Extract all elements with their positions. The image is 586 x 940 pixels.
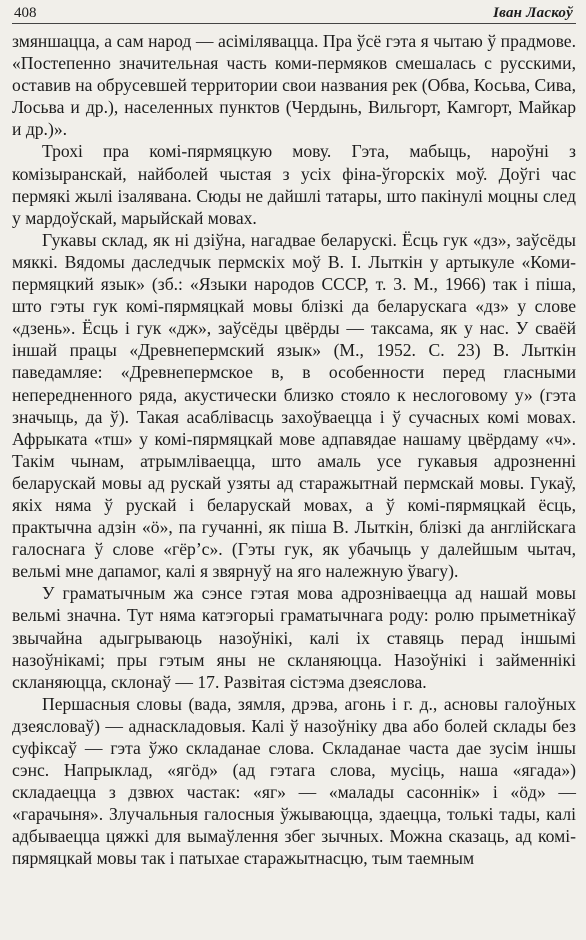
paragraph: Першасныя словы (вада, зямля, дрэва, агонь і г. д., асновы галоўных дзеясловаў) — аднаскладовыя. Калі ў назоўніку два або болей склады без суфіксаў — гэта ўжо складанае слова. Складанае часта дае зусім іншы сэнс. Напрыклад, «ягöд» (ад гэтага слова, мусіць, наша «ягада») складаецца з дзвюх частак: «яг» — «малады сасоннік» і «öд» — «гарачыня». Злучальныя галосныя ўжываюцца, здаецца, толькі тады, калі адбываецца цяжкі для вымаўлення збег зычных. Можна сказаць, ад комі-пярмяцкай мовы так і патыхае старажытнасцю, тым таемным [12, 693, 576, 869]
running-head [12, 0, 576, 24]
running-title: Іван Ласкоў [493, 5, 573, 21]
paragraph: Трохі пра комі-пярмяцкую мову. Гэта, мабыць, нароўні з комізыранскай, найболей чыстая з усіх фіна-ўгорскіх моў. Доўгі час пермякі жылі ізалявана. Сюды не дайшлі татары, што пакінулі моцны след у мардоўскай, марыйскай мовах. [12, 141, 576, 228]
paragraph: змяншацца, а сам народ — асімілявацца. Пра ўсё гэта я чытаю ў прадмове. «Постепенно значительная часть коми-пермяков смешалась с русскими, оставив на обрусевшей территории свои названия рек (Обва, Косьва, Сива, Лосьва и др.), населенных пунктов (Чердынь, Вильгорт, Камгорт, Майкар и др.)». [12, 31, 576, 140]
paragraph: У граматычным жа сэнсе гэтая мова адрозніваецца ад нашай мовы вельмі значна. Тут няма катэгорыі граматычнага роду: ролю прыметнікаў звычайна адыгрываюць назоўнікі, калі іх ставяць перад іншымі назоўнікамі; пры гэтым яны не скланяюцца. Назоўнікі і займеннікі скланяюцца, склонаў — 17. Развітая сістэма дзеяслова. [12, 583, 576, 692]
page-number: 408 [14, 5, 37, 21]
body-text [12, 30, 576, 870]
paragraph: Гукавы склад, як ні дзіўна, нагадвае беларускі. Ёсць гук «дз», заўсёды мяккі. Вядомы даследчык пермскіх моў В. І. Лыткін у артыкуле «Коми-пермяцкий язык» (зб.: «Языки народов СССР, т. 3. М., 1966) так і піша, што гэты гук комі-пярмяцкай мовы блізкі да беларускага «дз» у слове «дзень». Ёсць і гук «дж», заўсёды цвёрды — таксама, як у нас. У сваёй іншай працы «Древнепермский язык» (М., 1952. С. 23) В. Лыткін паведамляе: «Древнепермское в, в особенности перед гласными непередненного ряда, акустически близко стояло к неслоговому у» (гэта значыць, да ў). Такая асаблівасць захоўваецца і ў сучасных комі мовах. Афрыката «тш» у комі-пярмяцкай мове адпавядае нашаму цвёрдаму «ч». Такім чынам, атрымліваецца, што амаль усе гукавыя адрозненні беларускай мовы ад рускай узяты ад старажытнай пермскай мовы. Гукаў, якіх няма ў рускай і беларускай мовах, а ў комі-пярмяцкай ёсць, практычна адзін «ö», па гучанні, як піша В. Лыткін, блізкі да англійскага галоснага ў слове «гёр’с». (Гэты гук, як убачыць у далейшым чытач, вельмі мне дапамог, калі я звярнуў на яго належную ўвагу). [12, 229, 576, 582]
